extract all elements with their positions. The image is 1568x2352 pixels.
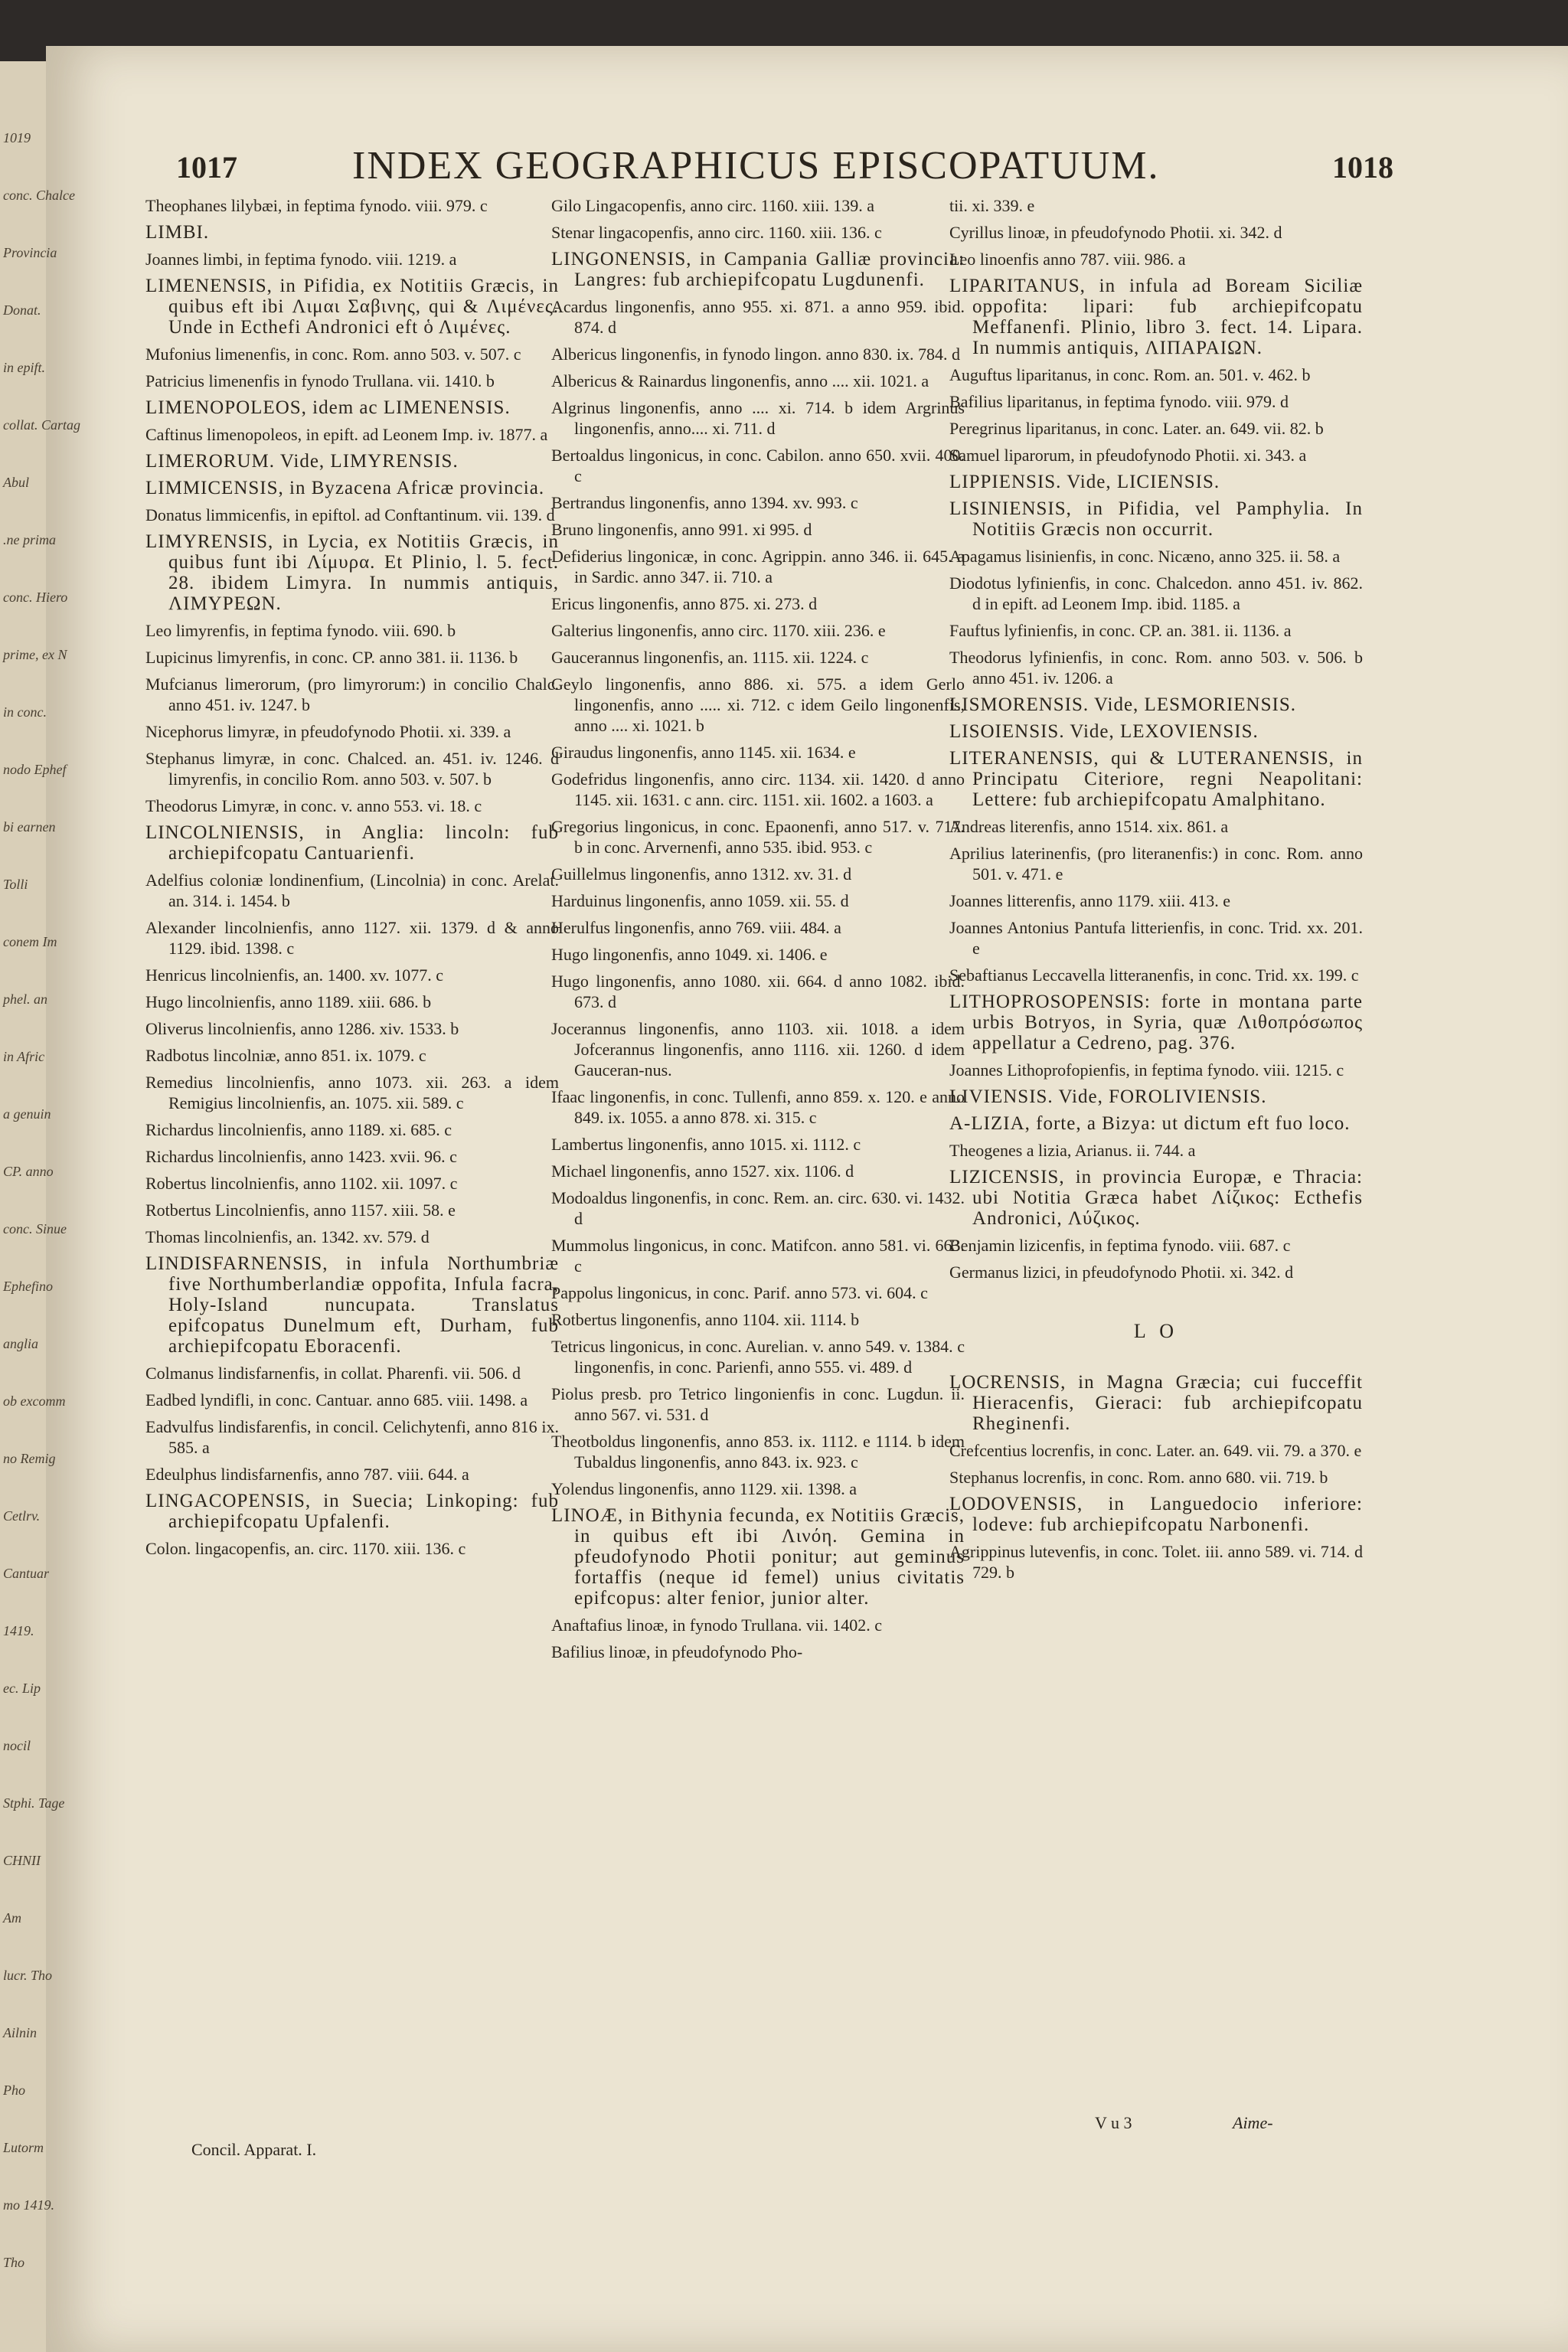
entry-text: LINOÆ, in Bithynia fecunda, ex Notitiis Græcis, in quibus eft ibi Λινόη. Gemina in pfeudofynodo Photii ponitur; aut geminus fortaffis (neque id femel) unius civitatis epifcopus: alter fenior, junior alter. <box>551 1505 965 1609</box>
index-entry <box>145 1390 559 1410</box>
margin-fragment: prime, ex N <box>3 647 67 662</box>
index-entry <box>949 249 1363 270</box>
entry-text: LINGACOPENSIS, in Suecia; Linkoping: fub archiepifcopatu Upfalenfi. <box>145 1491 559 1532</box>
entry-text: Harduinus lingonenfis, anno 1059. xii. 55. d <box>551 891 849 910</box>
entry-text: LINCOLNIENSIS, in Anglia: lincoln: fub archiepifcopatu Cantuarienfi. <box>145 822 559 864</box>
margin-fragment: Stphi. Tage <box>3 1795 65 1811</box>
index-entry <box>551 647 965 668</box>
entry-text: Hugo lingonenfis, anno 1080. xii. 664. d anno 1082. ibid. 673. d <box>551 972 965 1011</box>
index-heading <box>145 478 559 498</box>
entry-text: L O <box>1133 1320 1179 1342</box>
index-entry <box>551 917 965 938</box>
entry-text: Agrippinus lutevenfis, in conc. Tolet. iii. anno 589. vi. 714. d 729. b <box>949 1542 1363 1582</box>
entry-text: Mufcianus limerorum, (pro limyrorum:) in concilio Chalc. anno 451. iv. 1247. b <box>145 675 559 714</box>
entry-text: Joannes limbi, in feptima fynodo. viii. 1219. a <box>145 250 457 269</box>
entry-text: Geylo lingonenfis, anno 886. xi. 575. a idem Gerlo lingonenfis, anno ..... xi. 712. c idem Geilo lingonenfis, anno .... xi. 1021. b <box>551 675 965 735</box>
index-entry <box>949 843 1363 884</box>
index-entry <box>145 795 559 816</box>
index-entry <box>145 870 559 911</box>
margin-fragment: in conc. <box>3 704 47 720</box>
index-heading <box>949 276 1363 358</box>
margin-fragment: Tho <box>3 2255 25 2270</box>
entry-text: Diodotus lyfinienfis, in conc. Chalcedon. anno 451. iv. 862. d in epift. ad Leonem Imp. ibid. 1185. a <box>949 573 1363 613</box>
index-entry <box>551 195 965 216</box>
entry-text: LODOVENSIS, in Languedocio inferiore: lodeve: fub archiepifcopatu Narbonenfi. <box>949 1494 1363 1535</box>
entry-text: Gaucerannus lingonenfis, an. 1115. xii. 1224. c <box>551 648 869 667</box>
entry-text: Cyrillus linoæ, in pfeudofynodo Photii. xi. 342. d <box>949 223 1282 242</box>
index-entry <box>551 519 965 540</box>
index-entry <box>949 418 1363 439</box>
entry-text: Albericus lingonenfis, in fynodo lingon. anno 830. ix. 784. d <box>551 345 961 364</box>
index-entry <box>551 620 965 641</box>
index-entry <box>551 344 965 364</box>
index-entry <box>551 1018 965 1080</box>
entry-text: Ifaac lingonenfis, in conc. Tullenfi, anno 859. x. 120. e anno 849. ix. 1055. a anno 878. xi. 315. c <box>551 1087 965 1127</box>
entry-text: LISMORENSIS. Vide, LESMORIENSIS. <box>949 694 1296 715</box>
margin-fragment: no Remig <box>3 1451 56 1466</box>
index-entry <box>949 1440 1363 1461</box>
entry-text: Colon. lingacopenfis, an. circ. 1170. xiii. 136. c <box>145 1539 466 1558</box>
index-heading <box>551 1505 965 1609</box>
entry-text: Guillelmus lingonenfis, anno 1312. xv. 31. d <box>551 864 852 884</box>
index-entry <box>551 1134 965 1155</box>
index-heading <box>551 249 965 290</box>
index-entry <box>949 445 1363 466</box>
catchword: Aime- <box>1233 2113 1273 2132</box>
entry-text: LIPARITANUS, in infula ad Boream Siciliæ oppofita: lipari: fub archiepifcopatu Meffanenfi. Plinio, libro 3. fect. 14. Lipara. In nummis antiquis, ΛΙΠΑΡΑΙΩΝ. <box>949 276 1363 358</box>
index-entry <box>949 965 1363 985</box>
entry-text: Mufonius limenenfis, in conc. Rom. anno 503. v. 507. c <box>145 345 521 364</box>
entry-text: Theodorus lyfinienfis, in conc. Rom. anno 503. v. 506. b anno 451. iv. 1206. a <box>949 648 1363 688</box>
entry-text: Joannes Lithoprofopienfis, in feptima fynodo. viii. 1215. c <box>949 1060 1344 1080</box>
page-number-right: 1018 <box>1332 150 1393 185</box>
margin-fragment: ec. Lip <box>3 1681 41 1696</box>
entry-text: LIZICENSIS, in provincia Europæ, e Thracia: ubi Notitia Græca habet Λίζικος: Ecthefis Andronici, Λύζικος. <box>949 1167 1363 1229</box>
index-heading <box>145 222 559 243</box>
entry-text: Eadbed lyndifli, in conc. Cantuar. anno 685. viii. 1498. a <box>145 1390 528 1410</box>
index-entry <box>145 748 559 789</box>
index-entry <box>145 1045 559 1066</box>
index-entry <box>551 371 965 391</box>
entry-text: LINGONENSIS, in Campania Galliæ provincia: Langres: fub archiepifcopatu Lugdunenfi. <box>551 249 965 290</box>
entry-text: Algrinus lingonenfis, anno .... xi. 714. b idem Argrinus lingonenfis, anno.... xi. 711. d <box>551 398 965 438</box>
entry-text: Caftinus limenopoleos, in epift. ad Leonem Imp. iv. 1877. a <box>145 425 548 444</box>
entry-text: Fauftus lyfinienfis, in conc. CP. an. 381. ii. 1136. a <box>949 621 1292 640</box>
index-entry <box>145 1464 559 1485</box>
page-header <box>122 144 1531 195</box>
margin-fragment: anglia <box>3 1336 39 1351</box>
entry-text: Yolendus lingonenfis, anno 1129. xii. 1398. a <box>551 1479 858 1498</box>
entry-text: Oliverus lincolnienfis, anno 1286. xiv. 1533. b <box>145 1019 459 1038</box>
entry-text: Edeulphus lindisfarnenfis, anno 787. viii. 644. a <box>145 1465 469 1484</box>
index-heading <box>949 472 1363 492</box>
page-title: INDEX GEOGRAPHICUS EPISCOPATUUM. <box>352 144 1160 188</box>
index-entry <box>551 1282 965 1303</box>
margin-fragment: conc. Hiero <box>3 590 68 605</box>
index-entry <box>551 492 965 513</box>
entry-text: Giraudus lingonenfis, anno 1145. xii. 1634. e <box>551 743 856 762</box>
margin-fragment: nodo Ephef <box>3 762 67 777</box>
index-heading <box>145 1253 559 1357</box>
index-entry <box>551 1161 965 1181</box>
entry-text: Michael lingonenfis, anno 1527. xix. 1106. d <box>551 1161 854 1181</box>
index-entry <box>551 742 965 763</box>
margin-fragment: conem Im <box>3 934 57 949</box>
index-entry <box>551 1336 965 1377</box>
margin-fragment: conc. Sinue <box>3 1221 67 1236</box>
index-entry <box>949 1467 1363 1488</box>
index-heading <box>949 1086 1363 1107</box>
margin-fragment: Ephefino <box>3 1279 53 1294</box>
entry-text: Theophanes lilybæi, in feptima fynodo. viii. 979. c <box>145 196 488 215</box>
index-entry <box>551 864 965 884</box>
margin-fragment: Abul <box>3 475 29 490</box>
entry-text: LITHOPROSOPENSIS: forte in montana parte urbis Botryos, in Syria, quæ Λιθοπρόσωπος appellatur a Cedreno, pag. 376. <box>949 991 1363 1054</box>
entry-text: Aprilius laterinenfis, (pro literanenfis:) in conc. Rom. anno 501. v. 471. e <box>949 844 1363 884</box>
entry-text: Rotbertus Lincolnienfis, anno 1157. xiii. 58. e <box>145 1200 456 1220</box>
entry-text: Gilo Lingacopenfis, anno circ. 1160. xiii. 139. a <box>551 196 874 215</box>
index-entry <box>551 1383 965 1425</box>
index-entry <box>145 424 559 445</box>
entry-text: tii. xi. 339. e <box>949 196 1035 215</box>
entry-text: Thomas lincolnienfis, an. 1342. xv. 579. d <box>145 1227 430 1246</box>
entry-text: Herulfus lingonenfis, anno 769. viii. 484. a <box>551 918 841 937</box>
footer-left <box>145 2136 559 2160</box>
margin-fragment: in epift. <box>3 360 45 375</box>
entry-text: Lambertus lingonenfis, anno 1015. xi. 1112. c <box>551 1135 861 1154</box>
entry-text: Joannes litterenfis, anno 1179. xiii. 413. e <box>949 891 1231 910</box>
index-heading <box>145 276 559 338</box>
index-entry <box>551 1086 965 1128</box>
entry-text: LIMENENSIS, in Pifidia, ex Notitiis Græcis, in quibus eft ibi Λιμαι Σαβινης, qui & Λιμένες. Unde in Ecthefi Andronici eft ὁ Λιμένες. <box>145 276 559 338</box>
index-entry <box>551 890 965 911</box>
margin-fragment: ob excomm <box>3 1393 66 1409</box>
margin-fragment: Donat. <box>3 302 41 318</box>
entry-text: Stenar lingacopenfis, anno circ. 1160. xiii. 136. c <box>551 223 882 242</box>
margin-fragment: Provincia <box>3 245 57 260</box>
margin-fragment: Cetlrv. <box>3 1508 41 1524</box>
entry-text: Bertoaldus lingonicus, in conc. Cabilon. anno 650. xvii. 400. c <box>551 446 965 485</box>
index-entry <box>551 546 965 587</box>
entry-text: Theotboldus lingonenfis, anno 853. ix. 1112. e 1114. b idem Tubaldus lingonenfis, anno 843. ix. 923. c <box>551 1432 965 1472</box>
entry-text: Rotbertus lingonenfis, anno 1104. xii. 1114. b <box>551 1310 860 1329</box>
margin-fragment: Am <box>3 1910 21 1926</box>
margin-fragment: conc. Chalce <box>3 188 75 203</box>
index-entry <box>145 647 559 668</box>
entry-text: Peregrinus liparitanus, in conc. Later. an. 649. vii. 82. b <box>949 419 1324 438</box>
index-entry <box>145 1227 559 1247</box>
entry-text: LIVIENSIS. Vide, FOROLIVIENSIS. <box>949 1086 1267 1107</box>
margin-fragment: in Afric <box>3 1049 45 1064</box>
entry-text: Galterius lingonenfis, anno circ. 1170. xiii. 236. e <box>551 621 886 640</box>
entry-text: LIMBI. <box>145 222 210 243</box>
entry-text: Crefcentius locrenfis, in conc. Later. an. 649. vii. 79. a 370. e <box>949 1441 1362 1460</box>
index-entry <box>551 1187 965 1229</box>
index-entry <box>949 1235 1363 1256</box>
index-entry <box>145 620 559 641</box>
adjacent-page-margin <box>0 61 81 2352</box>
index-entry <box>551 944 965 965</box>
entry-text: Godefridus lingonenfis, anno circ. 1134. xii. 1420. d anno 1145. xii. 1631. c ann. circ. 1151. xii. 1602. a 1603. a <box>551 769 965 809</box>
index-heading <box>949 1113 1363 1134</box>
entry-text: LIPPIENSIS. Vide, LICIENSIS. <box>949 472 1220 492</box>
entry-text: Richardus lincolnienfis, anno 1423. xvii. 96. c <box>145 1147 457 1166</box>
index-entry <box>949 1060 1363 1080</box>
footer-note: Concil. Apparat. I. <box>191 2140 317 2159</box>
index-column-3 <box>949 195 1363 1589</box>
entry-text: Donatus limmicenfis, in epiftol. ad Conftantinum. vii. 139. d <box>145 505 555 524</box>
index-entry <box>145 1018 559 1039</box>
index-entry <box>551 445 965 486</box>
index-heading <box>145 531 559 614</box>
index-entry <box>145 1146 559 1167</box>
index-heading <box>949 748 1363 810</box>
index-entry <box>551 222 965 243</box>
entry-text: Joannes Antonius Pantufa litterienfis, in conc. Trid. xx. 201. e <box>949 918 1363 958</box>
entry-text: Theodorus Limyræ, in conc. v. anno 553. vi. 18. c <box>145 796 482 815</box>
entry-text: Albericus & Rainardus lingonenfis, anno .... xii. 1021. a <box>551 371 929 390</box>
index-entry <box>145 1538 559 1559</box>
index-heading <box>949 694 1363 715</box>
index-entry <box>551 1235 965 1276</box>
index-entry <box>551 296 965 338</box>
index-entry <box>949 391 1363 412</box>
index-entry <box>949 195 1363 216</box>
entry-text: Modoaldus lingonenfis, in conc. Rem. an. circ. 630. vi. 1432. d <box>551 1188 965 1228</box>
index-entry <box>145 721 559 742</box>
margin-fragment: lucr. Tho <box>3 1968 53 1983</box>
index-entry <box>949 222 1363 243</box>
entry-text: Robertus lincolnienfis, anno 1102. xii. 1097. c <box>145 1174 458 1193</box>
index-entry <box>145 1416 559 1458</box>
entry-text: A-LIZIA, forte, a Bizya: ut dictum eft fuo loco. <box>949 1113 1351 1134</box>
index-entry <box>145 371 559 391</box>
entry-text: Colmanus lindisfarnenfis, in collat. Pharenfi. vii. 506. d <box>145 1364 521 1383</box>
entry-text: Alexander lincolnienfis, anno 1127. xii. 1379. d & anno 1129. ibid. 1398. c <box>145 918 559 958</box>
index-entry <box>551 674 965 736</box>
entry-text: Germanus lizici, in pfeudofynodo Photii. xi. 342. d <box>949 1263 1294 1282</box>
margin-fragment: Ailnin <box>3 2025 37 2040</box>
entry-text: Bafilius liparitanus, in feptima fynodo. viii. 979. d <box>949 392 1289 411</box>
entry-text: Acardus lingonenfis, anno 955. xi. 871. a anno 959. ibid. 874. d <box>551 297 965 337</box>
entry-text: Pappolus lingonicus, in conc. Parif. anno 573. vi. 604. c <box>551 1283 928 1302</box>
index-entry <box>145 1173 559 1194</box>
margin-fragment: a genuin <box>3 1106 51 1122</box>
entry-text: Andreas literenfis, anno 1514. xix. 861. a <box>949 817 1229 836</box>
index-entry <box>949 1140 1363 1161</box>
index-entry <box>949 917 1363 959</box>
entry-text: LISINIENSIS, in Pifidia, vel Pamphylia. In Notitiis Græcis non occurrit. <box>949 498 1363 540</box>
entry-text: LINDISFARNENSIS, in infula Northumbriæ five Northumberlandiæ oppofita, Infula facra, Holy-Island nuncupata. Translatus epifcopatus Dunelmum eft, Durham, fub archiepifcopatu Eboracenfi. <box>145 1253 559 1357</box>
index-entry <box>551 971 965 1012</box>
index-heading <box>949 991 1363 1054</box>
index-column-2 <box>551 195 965 1668</box>
page-number-left: 1017 <box>176 150 237 185</box>
entry-text: Anaftafius linoæ, in fynodo Trullana. vii. 1402. c <box>551 1615 883 1635</box>
margin-fragment: Cantuar <box>3 1566 50 1581</box>
index-entry <box>145 1363 559 1383</box>
entry-text: Eadvulfus lindisfarenfis, in concil. Celichytenfi, anno 816 ix. 585. a <box>145 1417 559 1457</box>
index-entry <box>145 674 559 715</box>
index-entry <box>551 1431 965 1472</box>
entry-text: LITERANENSIS, qui & LUTERANENSIS, in Principatu Citeriore, regni Neapolitani: Lettere: fub archiepifcopatu Amalphitano. <box>949 748 1363 810</box>
index-entry <box>551 1478 965 1499</box>
index-entry <box>949 620 1363 641</box>
index-entry <box>949 573 1363 614</box>
margin-fragment: 1019 <box>3 130 31 145</box>
index-entry <box>551 593 965 614</box>
index-entry <box>551 769 965 810</box>
entry-text: Bertrandus lingonenfis, anno 1394. xv. 993. c <box>551 493 858 512</box>
index-entry <box>949 546 1363 567</box>
margin-fragment: mo 1419. <box>3 2197 54 2213</box>
margin-fragment: Pho <box>3 2082 25 2098</box>
index-heading <box>949 1494 1363 1535</box>
signature-mark: V u 3 <box>1095 2113 1132 2132</box>
index-entry <box>145 965 559 985</box>
entry-text: Nicephorus limyræ, in pfeudofynodo Photii. xi. 339. a <box>145 722 511 741</box>
margin-fragment: phel. an <box>3 991 47 1007</box>
index-entry <box>949 816 1363 837</box>
entry-text: LIMMICENSIS, in Byzacena Africæ provincia. <box>145 478 545 498</box>
margin-fragment: nocil <box>3 1738 31 1753</box>
index-entry <box>145 1072 559 1113</box>
entry-text: Theogenes a lizia, Arianus. ii. 744. a <box>949 1141 1196 1160</box>
entry-text: Hugo lingonenfis, anno 1049. xi. 1406. e <box>551 945 828 964</box>
entry-text: LISOIENSIS. Vide, LEXOVIENSIS. <box>949 721 1259 742</box>
entry-text: Patricius limenenfis in fynodo Trullana. vii. 1410. b <box>145 371 495 390</box>
index-heading <box>145 1491 559 1532</box>
index-heading <box>949 721 1363 742</box>
index-entry <box>551 1309 965 1330</box>
entry-text: Benjamin lizicenfis, in feptima fynodo. viii. 687. c <box>949 1236 1291 1255</box>
index-entry <box>145 1200 559 1220</box>
entry-text: LIMENOPOLEOS, idem ac LIMENENSIS. <box>145 397 511 418</box>
entry-text: Remedius lincolnienfis, anno 1073. xii. 263. a idem Remigius lincolnienfis, an. 1075. xii. 589. c <box>145 1073 559 1112</box>
entry-text: Samuel liparorum, in pfeudofynodo Photii. xi. 343. a <box>949 446 1307 465</box>
index-heading <box>949 1372 1363 1434</box>
entry-text: Auguftus liparitanus, in conc. Rom. an. 501. v. 462. b <box>949 365 1311 384</box>
entry-text: Stephanus locrenfis, in conc. Rom. anno 680. vii. 719. b <box>949 1468 1328 1487</box>
index-entry <box>145 1119 559 1140</box>
index-entry <box>145 917 559 959</box>
section-letter <box>949 1321 1363 1341</box>
index-entry <box>145 195 559 216</box>
entry-text: Gregorius lingonicus, in conc. Epaonenfi, anno 517. v. 717. b in conc. Arvernenfi, anno 535. ibid. 953. c <box>551 817 965 857</box>
entry-text: Mummolus lingonicus, in conc. Matifcon. anno 581. vi. 663. c <box>551 1236 965 1276</box>
index-entry <box>949 1541 1363 1583</box>
index-entry <box>551 397 965 439</box>
entry-text: Bruno lingonenfis, anno 991. xi 995. d <box>551 520 812 539</box>
index-entry <box>145 249 559 270</box>
index-entry <box>949 890 1363 911</box>
margin-fragment: 1419. <box>3 1623 34 1638</box>
entry-text: Adelfius coloniæ londinenfium, (Lincolnia) in conc. Arelat. an. 314. i. 1454. b <box>145 871 559 910</box>
index-entry <box>551 1642 965 1662</box>
entry-text: Ericus lingonenfis, anno 875. xi. 273. d <box>551 594 818 613</box>
index-entry <box>145 344 559 364</box>
index-entry <box>551 816 965 858</box>
index-column-1 <box>145 195 559 1565</box>
entry-text: Apagamus lisinienfis, in conc. Nicæno, anno 325. ii. 58. a <box>949 547 1341 566</box>
margin-fragment: bi earnen <box>3 819 56 835</box>
index-heading <box>949 1167 1363 1229</box>
entry-text: Sebaftianus Leccavella litteranenfis, in conc. Trid. xx. 199. c <box>949 965 1359 985</box>
index-heading <box>145 397 559 418</box>
index-entry <box>949 364 1363 385</box>
entry-text: Lupicinus limyrenfis, in conc. CP. anno 381. ii. 1136. b <box>145 648 518 667</box>
index-entry <box>145 991 559 1012</box>
entry-text: Hugo lincolnienfis, anno 1189. xiii. 686. b <box>145 992 432 1011</box>
index-entry <box>949 647 1363 688</box>
entry-text: Stephanus limyræ, in conc. Chalced. an. 451. iv. 1246. d limyrenfis, in concilio Rom. anno 503. v. 507. b <box>145 749 559 789</box>
entry-text: Richardus lincolnienfis, anno 1189. xi. 685. c <box>145 1120 452 1139</box>
margin-fragment: collat. Cartag <box>3 417 81 433</box>
index-entry <box>145 505 559 525</box>
entry-text: Tetricus lingonicus, in conc. Aurelian. v. anno 549. v. 1384. c lingonenfis, in conc. Parienfi, anno 555. vi. 489. d <box>551 1337 965 1377</box>
index-heading <box>949 498 1363 540</box>
margin-fragment: Lutorm <box>3 2140 44 2155</box>
entry-text: Piolus presb. pro Tetrico lingonienfis in conc. Lugdun. ii. anno 567. vi. 531. d <box>551 1384 965 1424</box>
entry-text: Bafilius linoæ, in pfeudofynodo Pho- <box>551 1642 803 1661</box>
entry-text: LOCRENSIS, in Magna Græcia; cui fucceffit Hieracenfis, Gieraci: fub archiepifcopatu Rheginenfi. <box>949 1372 1363 1434</box>
entry-text: Henricus lincolnienfis, an. 1400. xv. 1077. c <box>145 965 443 985</box>
index-entry <box>551 1615 965 1635</box>
entry-text: Leo linoenfis anno 787. viii. 986. a <box>949 250 1186 269</box>
entry-text: Jocerannus lingonenfis, anno 1103. xii. 1018. a idem Jofcerannus lingonenfis, anno 1116. xii. 1260. d idem Gauceran-nus. <box>551 1019 965 1080</box>
margin-fragment: .ne prima <box>3 532 56 547</box>
index-heading <box>145 822 559 864</box>
margin-fragment: CP. anno <box>3 1164 54 1179</box>
entry-text: Leo limyrenfis, in feptima fynodo. viii. 690. b <box>145 621 456 640</box>
entry-text: LIMYRENSIS, in Lycia, ex Notitiis Græcis, in quibus funt ibi Λίμυρα. Et Plinio, l. 5. fect. 28. ibidem Limyra. In nummis antiquis, ΛΙΜΥΡΕΩΝ. <box>145 531 559 614</box>
entry-text: Defiderius lingonicæ, in conc. Agrippin. anno 346. ii. 645. a in Sardic. anno 347. ii. 710. a <box>551 547 965 586</box>
index-heading <box>145 451 559 472</box>
index-entry <box>949 1262 1363 1282</box>
margin-fragment: CHNII <box>3 1853 41 1868</box>
entry-text: LIMERORUM. Vide, LIMYRENSIS. <box>145 451 459 472</box>
entry-text: Radbotus lincolniæ, anno 851. ix. 1079. c <box>145 1046 426 1065</box>
margin-fragment: Tolli <box>3 877 28 892</box>
